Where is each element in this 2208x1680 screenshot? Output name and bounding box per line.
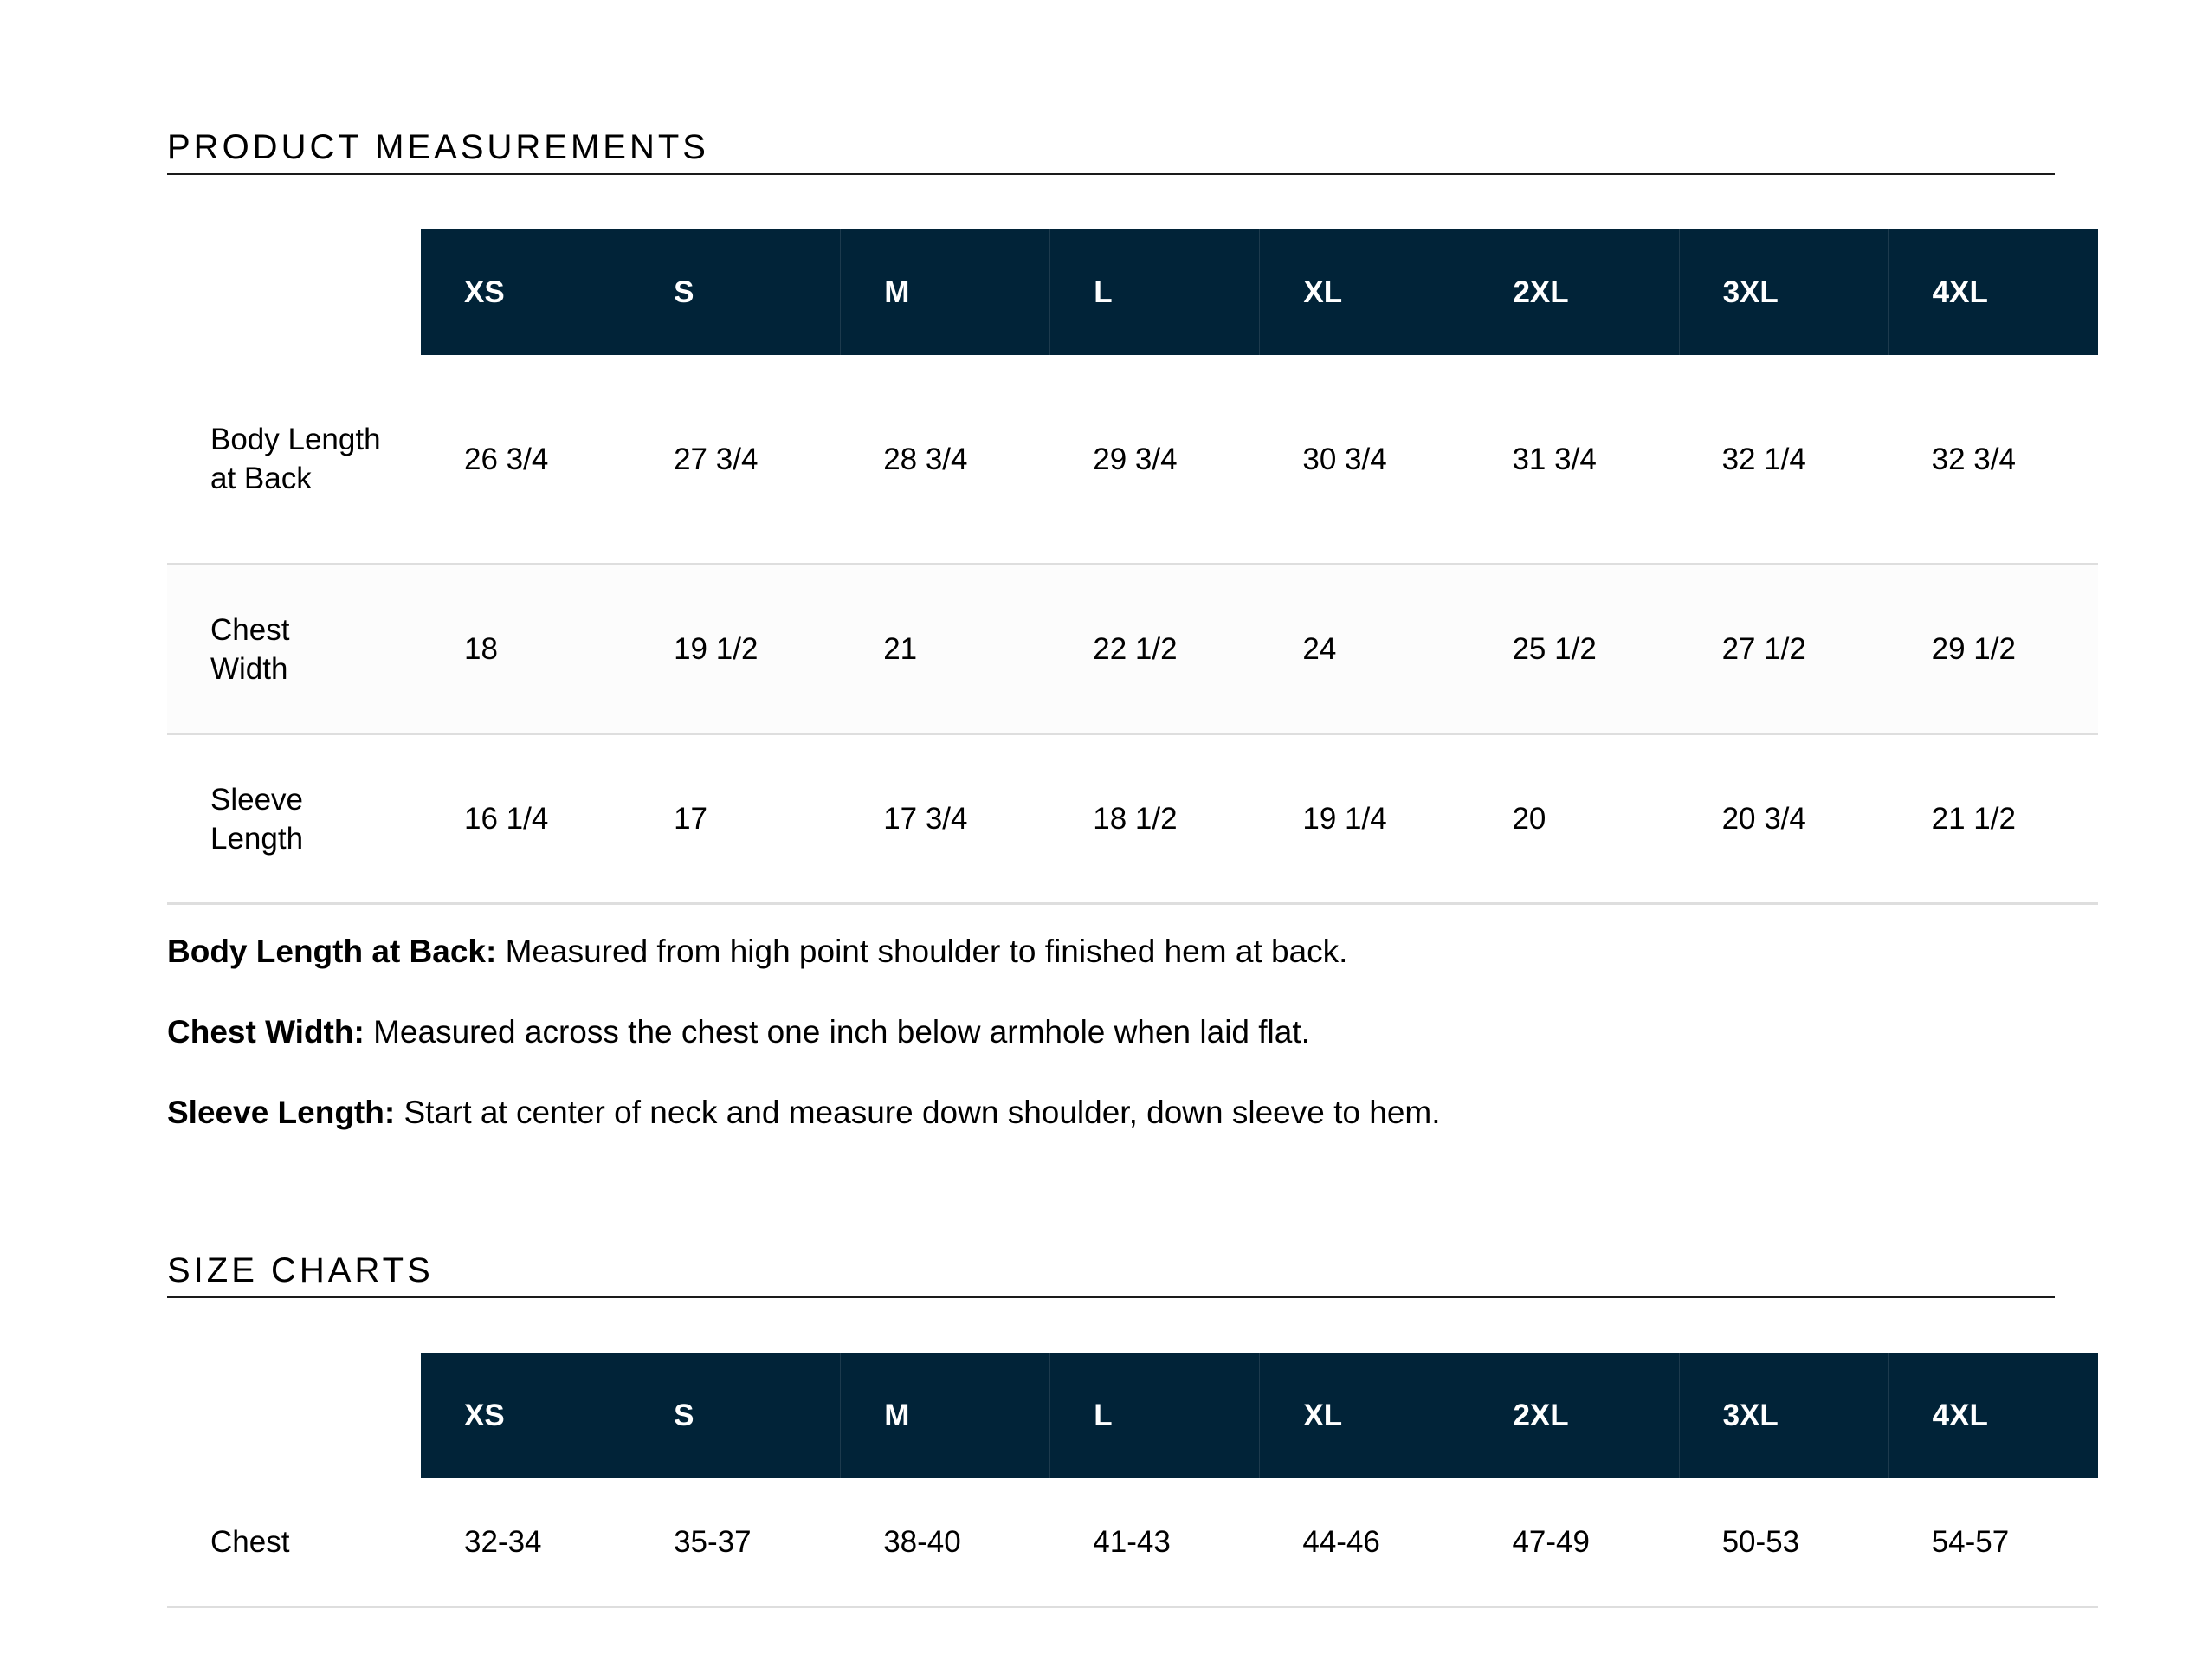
value-cell: 19 1/4 bbox=[1302, 802, 1387, 836]
note-body-length bbox=[167, 931, 1347, 972]
size-charts-title: SIZE CHARTS bbox=[167, 1251, 434, 1289]
size-header-s: S bbox=[674, 275, 694, 309]
value-cell: 18 bbox=[464, 632, 498, 666]
product-measurements-title: PRODUCT MEASUREMENTS bbox=[167, 128, 709, 166]
note-text: Measured across the chest one inch below armhole when laid flat. bbox=[373, 1014, 1310, 1050]
value-cell: 17 bbox=[674, 802, 708, 836]
size-header-l: L bbox=[1049, 229, 1259, 355]
size-header-3xl: 3XL bbox=[1679, 229, 1888, 355]
note-term: Body Length at Back: bbox=[167, 934, 497, 969]
value-cell: 38-40 bbox=[883, 1525, 961, 1559]
value-cell: 30 3/4 bbox=[1302, 442, 1387, 476]
size-header-xs: XS bbox=[464, 275, 505, 309]
size-header-xl: XL bbox=[1259, 229, 1469, 355]
table-row-chest bbox=[167, 1478, 2098, 1608]
row-label-chest-width: Chest Width bbox=[210, 612, 290, 686]
row-label-sleeve-length: Sleeve Length bbox=[210, 782, 304, 856]
size-header-row bbox=[421, 1353, 2098, 1478]
value-cell: 19 1/2 bbox=[674, 632, 759, 666]
value-cell: 18 1/2 bbox=[1093, 802, 1178, 836]
size-header-row bbox=[421, 229, 2098, 355]
value-cell: 47-49 bbox=[1512, 1525, 1590, 1559]
value-cell: 50-53 bbox=[1721, 1525, 1800, 1559]
size-header-m: M bbox=[840, 229, 1049, 355]
value-cell: 22 1/2 bbox=[1093, 632, 1178, 666]
note-text: Measured from high point shoulder to finished hem at back. bbox=[505, 934, 1348, 969]
value-cell: 24 bbox=[1302, 632, 1337, 666]
size-header-2xl: 2XL bbox=[1469, 1353, 1678, 1478]
value-cell: 32 1/4 bbox=[1721, 442, 1806, 476]
size-header-4xl: 4XL bbox=[1888, 229, 2098, 355]
value-cell: 21 1/2 bbox=[1931, 802, 2016, 836]
size-header-s: S bbox=[674, 1399, 694, 1432]
value-cell: 44-46 bbox=[1302, 1525, 1380, 1559]
value-cell: 16 1/4 bbox=[464, 802, 549, 836]
size-header-xl: XL bbox=[1259, 1353, 1469, 1478]
value-cell: 29 1/2 bbox=[1931, 632, 2016, 666]
value-cell: 32 3/4 bbox=[1931, 442, 2016, 476]
value-cell: 31 3/4 bbox=[1512, 442, 1597, 476]
note-term: Sleeve Length: bbox=[167, 1095, 396, 1130]
table-row-body-length bbox=[167, 355, 2098, 565]
note-sleeve-length bbox=[167, 1092, 1441, 1134]
size-header-3xl: 3XL bbox=[1679, 1353, 1888, 1478]
value-cell: 26 3/4 bbox=[464, 442, 549, 476]
size-header-l: L bbox=[1049, 1353, 1259, 1478]
row-label-body-length: Body Length at Back bbox=[210, 423, 381, 495]
note-chest-width bbox=[167, 1011, 1310, 1053]
value-cell: 41-43 bbox=[1093, 1525, 1171, 1559]
value-cell: 27 1/2 bbox=[1721, 632, 1806, 666]
note-term: Chest Width: bbox=[167, 1014, 365, 1050]
size-header-m: M bbox=[840, 1353, 1049, 1478]
note-text: Start at center of neck and measure down shoulder, down sleeve to hem. bbox=[404, 1095, 1441, 1130]
value-cell: 21 bbox=[883, 632, 918, 666]
value-cell: 54-57 bbox=[1931, 1525, 2010, 1559]
value-cell: 27 3/4 bbox=[674, 442, 759, 476]
value-cell: 29 3/4 bbox=[1093, 442, 1178, 476]
size-header-4xl: 4XL bbox=[1888, 1353, 2098, 1478]
product-measurements-heading bbox=[167, 121, 2055, 175]
value-cell: 32-34 bbox=[464, 1525, 542, 1559]
value-cell: 20 3/4 bbox=[1721, 802, 1806, 836]
value-cell: 28 3/4 bbox=[883, 442, 968, 476]
table-row-sleeve-length bbox=[167, 735, 2098, 905]
row-label-chest: Chest bbox=[210, 1525, 290, 1559]
table-row-chest-width bbox=[167, 565, 2098, 735]
value-cell: 25 1/2 bbox=[1512, 632, 1597, 666]
value-cell: 20 bbox=[1512, 802, 1546, 836]
size-header-xs: XS bbox=[464, 1399, 505, 1432]
size-charts-heading bbox=[167, 1244, 2055, 1298]
size-header-2xl: 2XL bbox=[1469, 229, 1678, 355]
value-cell: 17 3/4 bbox=[883, 802, 968, 836]
value-cell: 35-37 bbox=[674, 1525, 752, 1559]
